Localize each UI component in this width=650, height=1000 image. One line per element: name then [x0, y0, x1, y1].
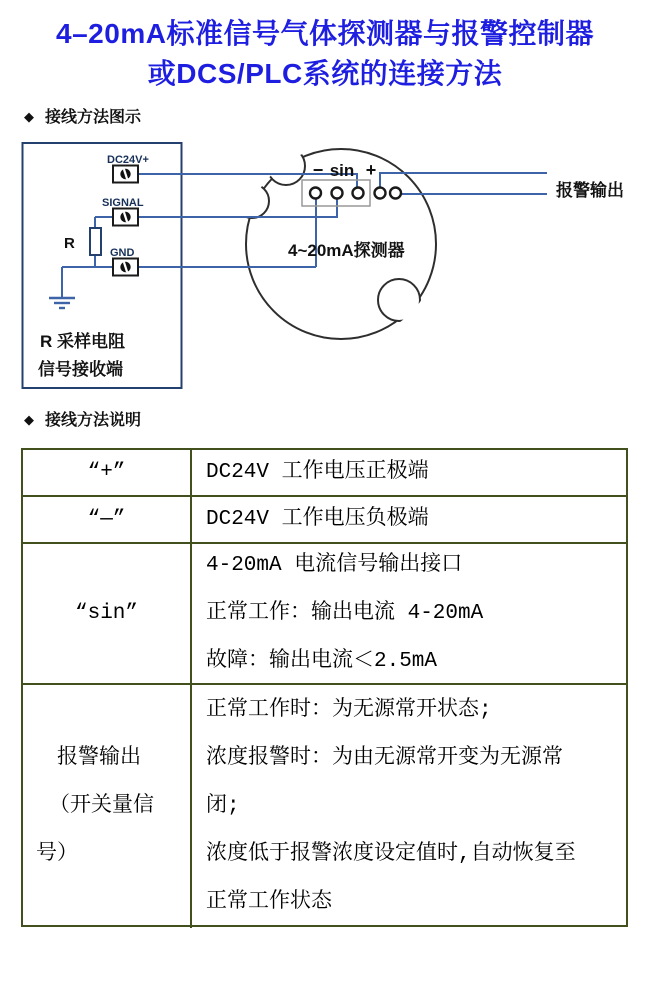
ground-symbol-icon: [49, 298, 75, 308]
table-cell-desc: [192, 685, 626, 928]
section-heading-diagram: [24, 104, 141, 127]
terminal-plus-contact: [353, 188, 364, 199]
section-heading-table-label: 接线方法说明: [45, 412, 142, 429]
terminal-label-dc24v: DC24V+: [107, 154, 149, 166]
table-cell-term: [23, 450, 192, 495]
desc-text: 故障：输出电流＜2.5mA: [206, 649, 438, 673]
desc-text: 浓度低于报警浓度设定值时,自动恢复至: [206, 842, 576, 866]
detector-terminal-label-sin: sin: [329, 161, 355, 180]
table-cell-desc: [192, 544, 626, 683]
terminal-label-gnd: GND: [110, 247, 135, 259]
receiver-caption-line1: R 采样电阻: [40, 332, 125, 351]
term-text: “sin”: [74, 602, 138, 625]
alarm-contact-1: [375, 188, 386, 199]
desc-text: 正常工作时：为无源常开状态;: [206, 698, 492, 722]
desc-text: 4-20mA 电流信号输出接口: [206, 553, 463, 577]
desc-text: 浓度报警时：为由无源常开变为无源常: [206, 746, 563, 770]
detector-terminal-label-minus: −: [312, 160, 324, 180]
term-text: 报警输出: [57, 746, 141, 770]
desc-text: 闭;: [206, 794, 240, 818]
signal-receiver-box: [23, 143, 182, 388]
terminal-label-signal: SIGNAL: [102, 197, 144, 209]
page-title-line1: 4–20mA标准信号气体探测器与报警控制器: [56, 18, 594, 49]
screw-terminal-icon: [113, 166, 138, 183]
diamond-bullet-icon: ◆: [24, 109, 34, 124]
table-cell-term: [23, 685, 192, 928]
terminal-sin-contact: [332, 188, 343, 199]
desc-text: DC24V 工作电压负极端: [206, 507, 429, 531]
table-row: [23, 450, 626, 497]
table-row: [23, 685, 626, 928]
table-cell-desc: [192, 450, 626, 495]
desc-text: DC24V 工作电压正极端: [206, 460, 429, 484]
detector-notch-bottom-right: [378, 279, 420, 321]
detector-label: 4~20mA探测器: [288, 241, 405, 260]
alarm-output-label: 报警输出: [556, 181, 624, 200]
desc-text: 正常工作：输出电流 4-20mA: [206, 601, 484, 625]
term-text: （开关量信: [49, 794, 154, 818]
receiver-caption-line2: 信号接收端: [38, 360, 123, 379]
wiring-diagram: [0, 130, 650, 402]
section-heading-table: [24, 407, 141, 430]
term-text: 号）: [36, 842, 78, 866]
table-cell-term: [23, 497, 192, 542]
detector-notch-top: [267, 147, 305, 185]
resistor-symbol: [90, 228, 101, 255]
table-cell-desc: [192, 497, 626, 542]
detector-terminal-label-plus: +: [365, 160, 377, 180]
term-text: “+”: [87, 461, 126, 484]
alarm-contact-2: [390, 188, 401, 199]
page-title: [0, 14, 650, 94]
screw-terminal-icon: [113, 209, 138, 226]
term-text: “—”: [87, 508, 126, 531]
resistor-label: R: [64, 235, 75, 252]
diamond-bullet-icon: ◆: [24, 412, 34, 427]
detector-notch-left: [235, 184, 269, 218]
section-heading-diagram-label: 接线方法图示: [45, 109, 142, 126]
page-title-line2: 或DCS/PLC系统的连接方法: [147, 58, 503, 89]
terminal-minus-contact: [310, 188, 321, 199]
screw-terminal-icon: [113, 259, 138, 276]
desc-text: 正常工作状态: [206, 890, 332, 914]
table-row: [23, 497, 626, 544]
table-cell-term: [23, 544, 192, 683]
wiring-spec-table: [21, 448, 628, 927]
table-row: [23, 544, 626, 685]
